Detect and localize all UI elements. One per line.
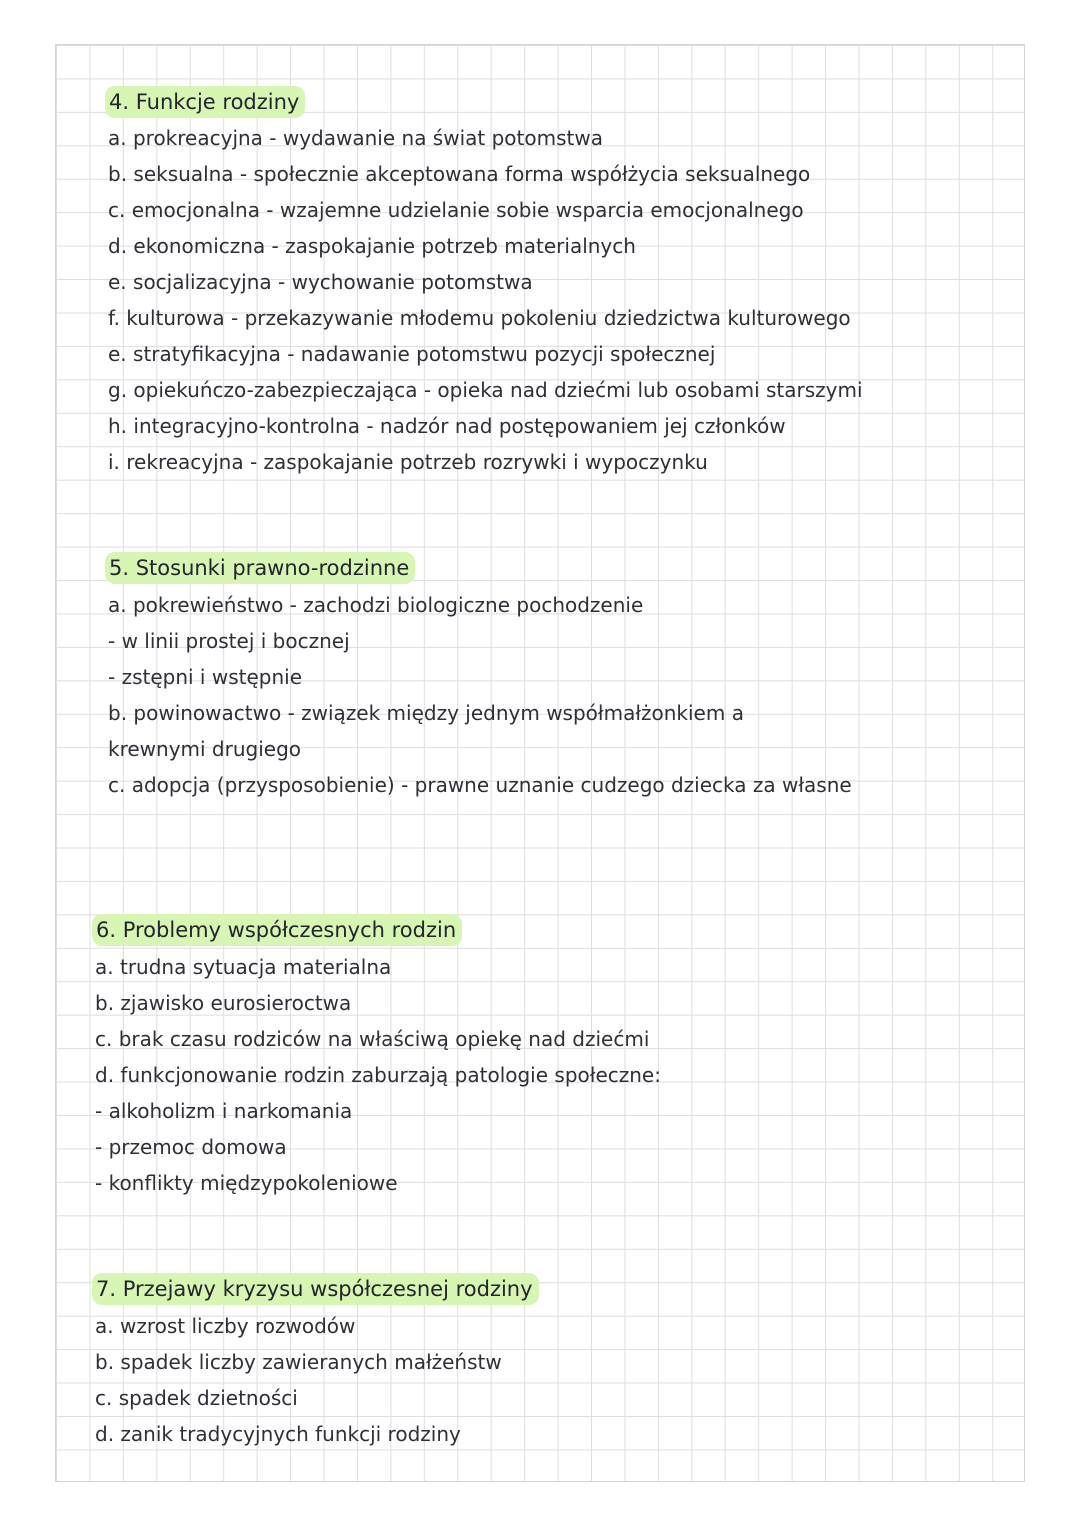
list-item: c. spadek dzietności <box>95 1386 298 1410</box>
list-item: a. trudna sytuacja materialna <box>95 955 392 979</box>
list-item: e. socjalizacyjna - wychowanie potomstwa <box>108 270 533 294</box>
section-heading: 5. Stosunki prawno-rodzinne <box>105 552 415 584</box>
list-item: a. wzrost liczby rozwodów <box>95 1314 356 1338</box>
list-item: - zstępni i wstępnie <box>108 665 302 689</box>
section-heading: 7. Przejawy kryzysu współczesnej rodziny <box>92 1273 539 1305</box>
list-item: krewnymi drugiego <box>108 737 302 761</box>
list-item: b. spadek liczby zawieranych małżeństw <box>95 1350 502 1374</box>
list-item: a. prokreacyjna - wydawanie na świat potomstwa <box>108 126 603 150</box>
list-item: b. seksualna - społecznie akceptowana forma współżycia seksualnego <box>108 162 811 186</box>
list-item: b. powinowactwo - związek między jednym współmałżonkiem a <box>108 701 744 725</box>
list-item: - w linii prostej i bocznej <box>108 629 350 653</box>
list-item: g. opiekuńczo-zabezpieczająca - opieka nad dziećmi lub osobami starszymi <box>108 378 863 402</box>
list-item: a. pokrewieństwo - zachodzi biologiczne pochodzenie <box>108 593 644 617</box>
list-item: d. ekonomiczna - zaspokajanie potrzeb materialnych <box>108 234 636 258</box>
list-item: c. emocjonalna - wzajemne udzielanie sobie wsparcia emocjonalnego <box>108 198 804 222</box>
list-item: b. zjawisko eurosieroctwa <box>95 991 352 1015</box>
list-item: d. zanik tradycyjnych funkcji rodziny <box>95 1422 461 1446</box>
list-item: c. adopcja (przysposobienie) - prawne uznanie cudzego dziecka za własne <box>108 773 852 797</box>
list-item: h. integracyjno-kontrolna - nadzór nad postępowaniem jej członków <box>108 414 786 438</box>
list-item: - przemoc domowa <box>95 1135 287 1159</box>
section-heading: 6. Problemy współczesnych rodzin <box>92 914 462 946</box>
list-item: d. funkcjonowanie rodzin zaburzają patologie społeczne: <box>95 1063 661 1087</box>
list-item: e. stratyfikacyjna - nadawanie potomstwu pozycji społecznej <box>108 342 716 366</box>
list-item: - alkoholizm i narkomania <box>95 1099 353 1123</box>
list-item: c. brak czasu rodziców na właściwą opiekę nad dziećmi <box>95 1027 650 1051</box>
list-item: - konflikty międzypokoleniowe <box>95 1171 398 1195</box>
list-item: i. rekreacyjna - zaspokajanie potrzeb rozrywki i wypoczynku <box>108 450 708 474</box>
list-item: f. kulturowa - przekazywanie młodemu pokoleniu dziedzictwa kulturowego <box>108 306 851 330</box>
section-heading: 4. Funkcje rodziny <box>105 86 305 118</box>
